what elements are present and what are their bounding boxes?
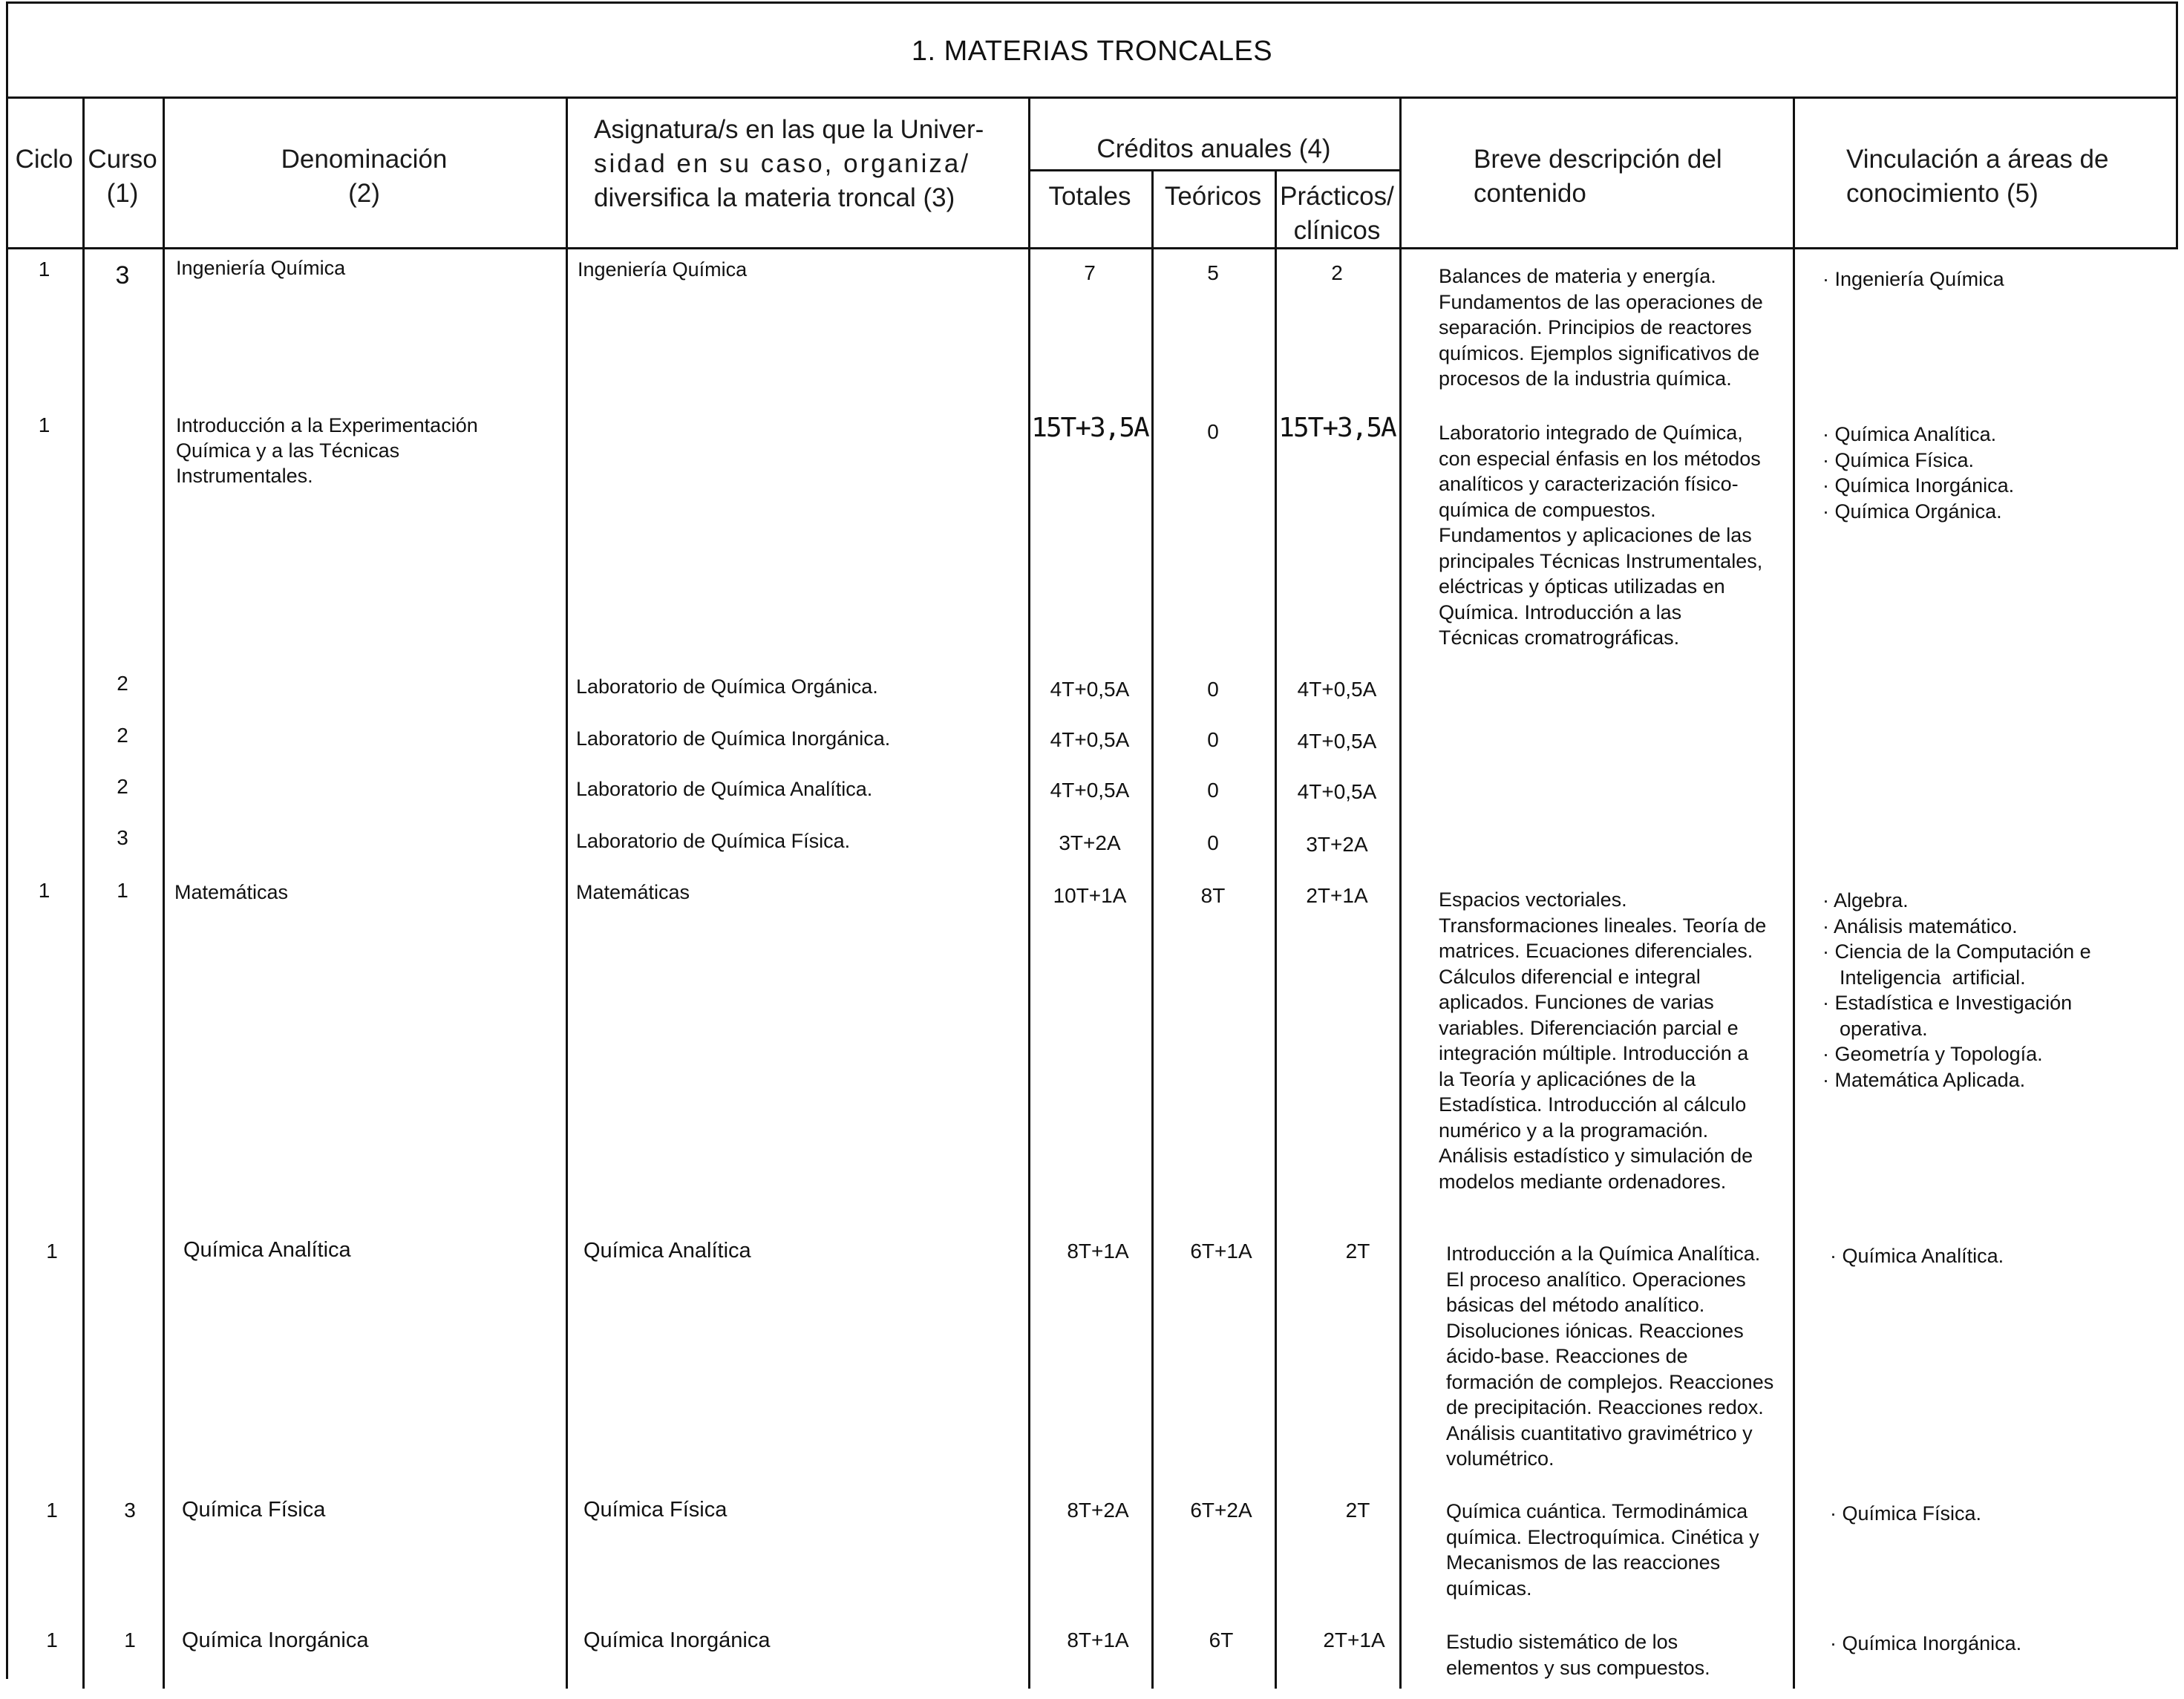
row-5-practicos: 3T+2A (1306, 833, 1368, 856)
row-1-totales: 15T+3,5A (1031, 413, 1148, 443)
row-0-descripcion-line: Balances de materia y energía. (1439, 265, 1716, 287)
row-5-curso: 3 (117, 826, 128, 849)
col-divider-denominacion (566, 96, 568, 1689)
row-6-descripcion-line: aplicados. Funciones de varias (1439, 991, 1714, 1013)
header-vinculacion (1846, 143, 2109, 211)
row-3-curso: 2 (117, 724, 128, 747)
row-6-descripcion-line: numérico y a la programación. (1439, 1119, 1709, 1142)
header-practicos-line2: clínicos (1293, 216, 1381, 245)
row-5-teoricos: 0 (1207, 831, 1219, 854)
header-practicos-line1: Prácticos/ (1280, 182, 1394, 211)
row-1-descripcion-line: con especial énfasis en los métodos (1439, 447, 1761, 470)
row-7-denominacion: Química Analítica (183, 1238, 351, 1262)
row-9-totales: 8T+1A (1067, 1628, 1129, 1651)
row-6-descripcion-line: variables. Diferenciación parcial e (1439, 1016, 1739, 1039)
row-2-curso: 2 (117, 672, 128, 695)
row-7-descripcion-line: formación de complejos. Reacciones (1446, 1370, 1774, 1393)
row-8-descripcion-line: Mecanismos de las reacciones (1446, 1551, 1721, 1574)
row-6-descripcion-line: Transformaciones lineales. Teoría de (1439, 914, 1767, 937)
row-8-descripcion (1446, 1499, 1759, 1601)
row-7-teoricos: 6T+1A (1190, 1240, 1252, 1263)
row-6-area: operativa. (1828, 1017, 1928, 1040)
row-6-area: · Matemática Aplicada. (1822, 1067, 2096, 1093)
row-8-denominacion: Química Física (182, 1498, 326, 1522)
row-4-curso: 2 (117, 775, 128, 798)
row-6-asignatura: Matemáticas (576, 881, 690, 903)
row-9-areas (1830, 1631, 2021, 1657)
header-teoricos: Teóricos (1164, 182, 1262, 211)
row-1-teoricos: 0 (1207, 420, 1219, 443)
row-9-descripcion-line: elementos y sus compuestos. (1446, 1656, 1710, 1679)
row-0-asignatura: Ingeniería Química (578, 258, 748, 281)
row-3-totales: 4T+0,5A (1050, 728, 1130, 751)
row-0-denominacion: Ingeniería Química (176, 257, 346, 279)
row-6-descripcion (1439, 887, 1766, 1194)
row-6-practicos: 2T+1A (1306, 884, 1368, 907)
row-1-descripcion (1439, 420, 1762, 651)
row-8-ciclo: 1 (46, 1499, 58, 1522)
header-totales: Totales (1048, 182, 1131, 211)
header-asignatura-line3: diversifica la materia troncal (3) (594, 183, 955, 212)
row-9-curso: 1 (124, 1628, 136, 1651)
row-7-descripcion-line: básicas del método analítico. (1446, 1294, 1705, 1316)
row-9-teoricos: 6T (1209, 1628, 1234, 1651)
row-6-descripcion-line: Análisis estadístico y simulación de (1439, 1145, 1753, 1167)
row-1-ciclo: 1 (38, 413, 50, 436)
row-1-area: · Química Analítica. (1822, 422, 2014, 448)
row-9-descripcion-line: Estudio sistemático de los (1446, 1631, 1678, 1653)
row-7-descripcion (1446, 1241, 1773, 1472)
row-9-practicos: 2T+1A (1323, 1628, 1385, 1651)
table-left-border (6, 1, 8, 1679)
row-7-descripcion-line: Análisis cuantitativo gravimétrico y (1446, 1421, 1753, 1444)
row-4-practicos: 4T+0,5A (1297, 780, 1377, 803)
row-3-teoricos: 0 (1207, 728, 1219, 751)
row-7-area: · Química Analítica. (1830, 1243, 2004, 1269)
row-7-totales: 8T+1A (1067, 1240, 1129, 1263)
row-1-descripcion-line: principales Técnicas Instrumentales, (1439, 549, 1763, 572)
row-7-practicos: 2T (1345, 1240, 1370, 1263)
header-denominacion-line1: Denominación (281, 145, 448, 174)
row-8-descripcion-line: química. Electroquímica. Cinética y (1446, 1525, 1759, 1548)
row-4-teoricos: 0 (1207, 779, 1219, 802)
row-9-ciclo: 1 (46, 1628, 58, 1651)
row-6-descripcion-line: Espacios vectoriales. (1439, 888, 1627, 911)
row-6-area: · Geometría y Topología. (1822, 1041, 2096, 1067)
row-8-descripcion-line: Química cuántica. Termodinámica (1446, 1500, 1748, 1522)
header-curso (82, 143, 163, 211)
row-1-area: · Química Orgánica. (1822, 499, 2014, 525)
credits-subheader-border (1028, 169, 1399, 171)
row-9-area: · Química Inorgánica. (1830, 1631, 2021, 1657)
row-7-ciclo: 1 (46, 1240, 58, 1263)
row-6-totales: 10T+1A (1053, 884, 1127, 907)
row-2-totales: 4T+0,5A (1050, 678, 1130, 701)
col-divider-descripcion (1793, 96, 1795, 1689)
row-9-asignatura: Química Inorgánica (583, 1628, 771, 1652)
col-divider-creditos (1399, 96, 1402, 1689)
header-curso-line1: Curso (88, 145, 157, 174)
row-0-ciclo: 1 (38, 258, 50, 281)
row-6-area: · Ciencia de la Computación e (1822, 939, 2096, 965)
header-asignatura-line1: Asignatura/s en las que la Univer- (594, 115, 984, 144)
row-1-descripcion-line: eléctricas y ópticas utilizadas en (1439, 575, 1725, 598)
row-1-descripcion-line: Laboratorio integrado de Química, (1439, 422, 1743, 444)
row-7-asignatura: Química Analítica (583, 1239, 751, 1263)
header-practicos (1275, 180, 1399, 248)
row-1-descripcion-line: Química. Introducción a las (1439, 600, 1682, 623)
header-creditos: Créditos anuales (4) (1096, 134, 1331, 163)
row-6-descripcion-line: Cálculos diferencial e integral (1439, 965, 1701, 988)
col-divider-curso (163, 96, 165, 1689)
header-descripcion (1474, 143, 1722, 211)
row-6-area: · Estadística e Investigación (1822, 990, 2096, 1016)
row-6-ciclo: 1 (38, 879, 50, 902)
row-1-area: · Química Inorgánica. (1822, 473, 2014, 499)
row-0-area: · Ingeniería Química (1822, 266, 2004, 292)
row-0-areas (1822, 266, 2004, 292)
row-1-areas (1822, 422, 2014, 524)
row-0-curso: 3 (115, 261, 130, 289)
header-asignatura-line2: sidad en su caso, organiza/ (594, 149, 971, 178)
row-6-descripcion-line: Estadística. Introducción al cálculo (1439, 1093, 1747, 1116)
row-7-descripcion-line: Introducción a la Química Analítica. (1446, 1243, 1761, 1265)
row-1-descripcion-line: química de compuestos. (1439, 498, 1656, 521)
header-descripcion-line2: contenido (1474, 179, 1586, 208)
row-7-descripcion-line: ácido-base. Reacciones de (1446, 1345, 1688, 1367)
row-6-descripcion-line: modelos mediante ordenadores. (1439, 1170, 1727, 1193)
header-denominacion (163, 143, 566, 211)
row-2-practicos: 4T+0,5A (1297, 678, 1377, 701)
row-0-descripcion-line: Fundamentos de las operaciones de (1439, 290, 1763, 313)
row-5-totales: 3T+2A (1059, 831, 1121, 854)
title-bottom-border (6, 96, 2178, 99)
row-7-descripcion-line: El proceso analítico. Operaciones (1446, 1268, 1746, 1291)
row-1-denominacion (176, 413, 478, 488)
header-asignatura (594, 113, 984, 215)
row-8-areas (1830, 1501, 1981, 1527)
row-8-totales: 8T+2A (1067, 1499, 1129, 1522)
row-7-areas (1830, 1243, 2004, 1269)
header-vinculacion-line2: conocimiento (5) (1846, 179, 2038, 208)
row-8-area: · Química Física. (1830, 1501, 1981, 1527)
row-8-curso: 3 (124, 1499, 136, 1522)
row-1-denominacion-line: Instrumentales. (176, 465, 313, 487)
col-divider-teoricos (1275, 169, 1277, 1689)
row-7-descripcion-line: de precipitación. Reacciones redox. (1446, 1396, 1764, 1418)
row-1-descripcion-line: analíticos y caracterización físico- (1439, 473, 1739, 495)
row-2-teoricos: 0 (1207, 678, 1219, 701)
table-top-border (6, 1, 2178, 4)
header-descripcion-line1: Breve descripción del (1474, 145, 1722, 174)
row-6-curso: 1 (117, 879, 128, 902)
row-6-descripcion-line: integración múltiple. Introducción a (1439, 1042, 1749, 1064)
row-6-area: · Algebra. (1822, 888, 2096, 914)
row-2-asignatura: Laboratorio de Química Orgánica. (576, 675, 878, 698)
row-6-area: · Análisis matemático. (1822, 914, 2096, 940)
row-3-asignatura: Laboratorio de Química Inorgánica. (576, 727, 891, 750)
row-1-denominacion-line: Introducción a la Experimentación (176, 414, 478, 436)
row-0-totales: 7 (1084, 261, 1096, 284)
row-5-asignatura: Laboratorio de Química Física. (576, 830, 851, 852)
row-7-descripcion-line: volumétrico. (1446, 1447, 1554, 1470)
row-9-descripcion (1446, 1629, 1710, 1680)
row-4-asignatura: Laboratorio de Química Analítica. (576, 778, 873, 800)
row-3-practicos: 4T+0,5A (1297, 730, 1377, 753)
row-0-descripcion (1439, 263, 1763, 392)
row-6-teoricos: 8T (1200, 884, 1226, 907)
row-6-area: Inteligencia artificial. (1828, 966, 2026, 989)
row-6-descripcion-line: la Teoría y aplicaciónes de la (1439, 1067, 1696, 1090)
row-0-teoricos: 5 (1207, 261, 1219, 284)
row-7-descripcion-line: Disoluciones iónicas. Reacciones (1446, 1319, 1744, 1342)
row-1-denominacion-line: Química y a las Técnicas (176, 439, 400, 462)
row-1-descripcion-line: Técnicas cromatrográficas. (1439, 626, 1680, 649)
col-divider-totales (1151, 169, 1154, 1689)
row-0-descripcion-line: químicos. Ejemplos significativos de (1439, 341, 1760, 364)
row-8-teoricos: 6T+2A (1190, 1499, 1252, 1522)
row-0-descripcion-line: procesos de la industria química. (1439, 367, 1732, 390)
row-6-descripcion-line: matrices. Ecuaciones diferenciales. (1439, 940, 1753, 962)
row-1-practicos: 15T+3,5A (1278, 413, 1396, 443)
header-denominacion-line2: (2) (348, 179, 380, 208)
row-0-practicos: 2 (1331, 261, 1343, 284)
row-4-totales: 4T+0,5A (1050, 779, 1130, 802)
row-6-denominacion: Matemáticas (174, 881, 289, 903)
header-vinculacion-line1: Vinculación a áreas de (1846, 145, 2109, 174)
section-title: 1. MATERIAS TRONCALES (911, 36, 1273, 67)
row-6-areas (1822, 888, 2096, 1093)
row-9-denominacion: Química Inorgánica (182, 1628, 369, 1652)
header-bottom-border (6, 247, 2178, 249)
header-curso-line2: (1) (106, 179, 139, 208)
row-8-practicos: 2T (1345, 1499, 1370, 1522)
row-8-descripcion-line: químicas. (1446, 1577, 1532, 1600)
row-1-descripcion-line: Fundamentos y aplicaciones de las (1439, 524, 1752, 546)
row-1-area: · Química Física. (1822, 448, 2014, 474)
header-ciclo: Ciclo (15, 145, 73, 174)
row-0-descripcion-line: separación. Principios de reactores (1439, 316, 1752, 338)
row-8-asignatura: Química Física (583, 1498, 728, 1522)
